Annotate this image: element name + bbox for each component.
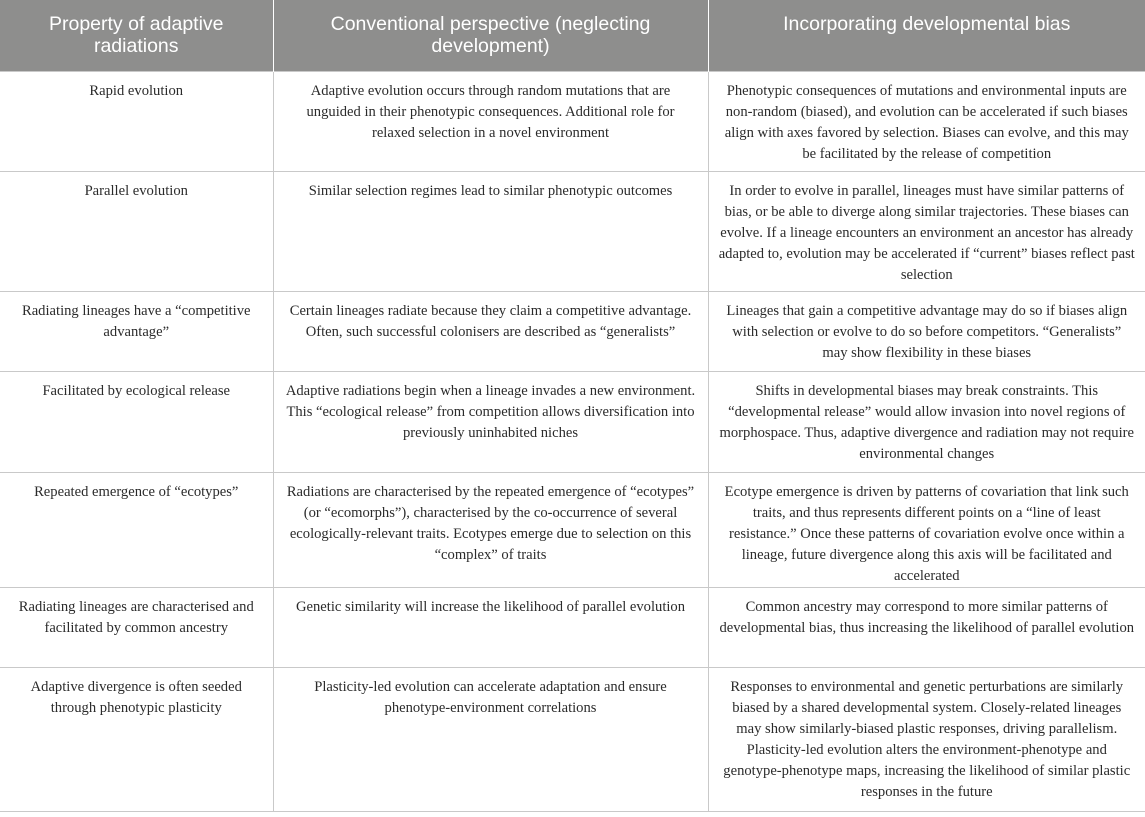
table-row — [0, 667, 1145, 811]
cell-property: Radiating lineages are characterised and facilitated by common ancestry — [0, 587, 273, 667]
table-row — [0, 171, 1145, 291]
cell-bias: Common ancestry may correspond to more similar patterns of developmental bias, thus increasing the likelihood of parallel evolution — [708, 587, 1145, 667]
header-row — [0, 0, 1145, 71]
header-bias: Incorporating developmental bias — [708, 0, 1145, 71]
cell-property: Radiating lineages have a “competitive advantage” — [0, 291, 273, 371]
cell-conventional: Certain lineages radiate because they claim a competitive advantage. Often, such successful colonisers are described as “generalists” — [273, 291, 708, 371]
cell-property: Facilitated by ecological release — [0, 371, 273, 472]
cell-conventional: Genetic similarity will increase the likelihood of parallel evolution — [273, 587, 708, 667]
cell-conventional: Adaptive radiations begin when a lineage invades a new environment. This “ecological release” from competition allows diversification into previously uninhabited niches — [273, 371, 708, 472]
cell-property: Adaptive divergence is often seeded through phenotypic plasticity — [0, 667, 273, 811]
cell-conventional: Adaptive evolution occurs through random mutations that are unguided in their phenotypic consequences. Additional role for relaxed selection in a novel environment — [273, 71, 708, 171]
table-row — [0, 472, 1145, 587]
cell-property: Repeated emergence of “ecotypes” — [0, 472, 273, 587]
table-row — [0, 587, 1145, 667]
cell-conventional: Similar selection regimes lead to similar phenotypic outcomes — [273, 171, 708, 291]
cell-bias: Phenotypic consequences of mutations and environmental inputs are non-random (biased), and evolution can be accelerated if such biases align with axes favored by selection. Biases can evolve, and this may be facilitated by the release of competition — [708, 71, 1145, 171]
cell-conventional: Radiations are characterised by the repeated emergence of “ecotypes” (or “ecomorphs”), characterised by the co-occurrence of several ecologically-relevant traits. Ecotypes emerge due to selection on this “complex” of traits — [273, 472, 708, 587]
cell-bias: Ecotype emergence is driven by patterns of covariation that link such traits, and thus represents different points on a “line of least resistance.” Once these patterns of covariation evolve once within a lineage, future divergence along this axis will be facilitated and accelerated — [708, 472, 1145, 587]
table-row — [0, 291, 1145, 371]
cell-property: Rapid evolution — [0, 71, 273, 171]
table-header — [0, 0, 1145, 71]
cell-bias: Lineages that gain a competitive advantage may do so if biases align with selection or evolve to do so before competitors. “Generalists” may show flexibility in these biases — [708, 291, 1145, 371]
cell-conventional: Plasticity-led evolution can accelerate adaptation and ensure phenotype-environment correlations — [273, 667, 708, 811]
table-body — [0, 71, 1145, 811]
cell-property: Parallel evolution — [0, 171, 273, 291]
header-property: Property of adaptive radiations — [0, 0, 273, 71]
table-row — [0, 371, 1145, 472]
header-conventional: Conventional perspective (neglecting development) — [273, 0, 708, 71]
cell-bias: Responses to environmental and genetic perturbations are similarly biased by a shared developmental system. Closely-related lineages may show similarly-biased plastic responses, driving parallelism. Plasticity-led evolution alters the environment-phenotype and genotype-phenotype maps, increasing the likelihood of similar plastic responses in the future — [708, 667, 1145, 811]
table-row — [0, 71, 1145, 171]
cell-bias: Shifts in developmental biases may break constraints. This “developmental release” would allow invasion into novel regions of morphospace. Thus, adaptive divergence and radiation may not require environmental changes — [708, 371, 1145, 472]
cell-bias: In order to evolve in parallel, lineages must have similar patterns of bias, or be able to diverge along similar trajectories. These biases can evolve. If a lineage encounters an environment an ancestor has already adapted to, evolution may be accelerated if “current” biases reflect past selection — [708, 171, 1145, 291]
